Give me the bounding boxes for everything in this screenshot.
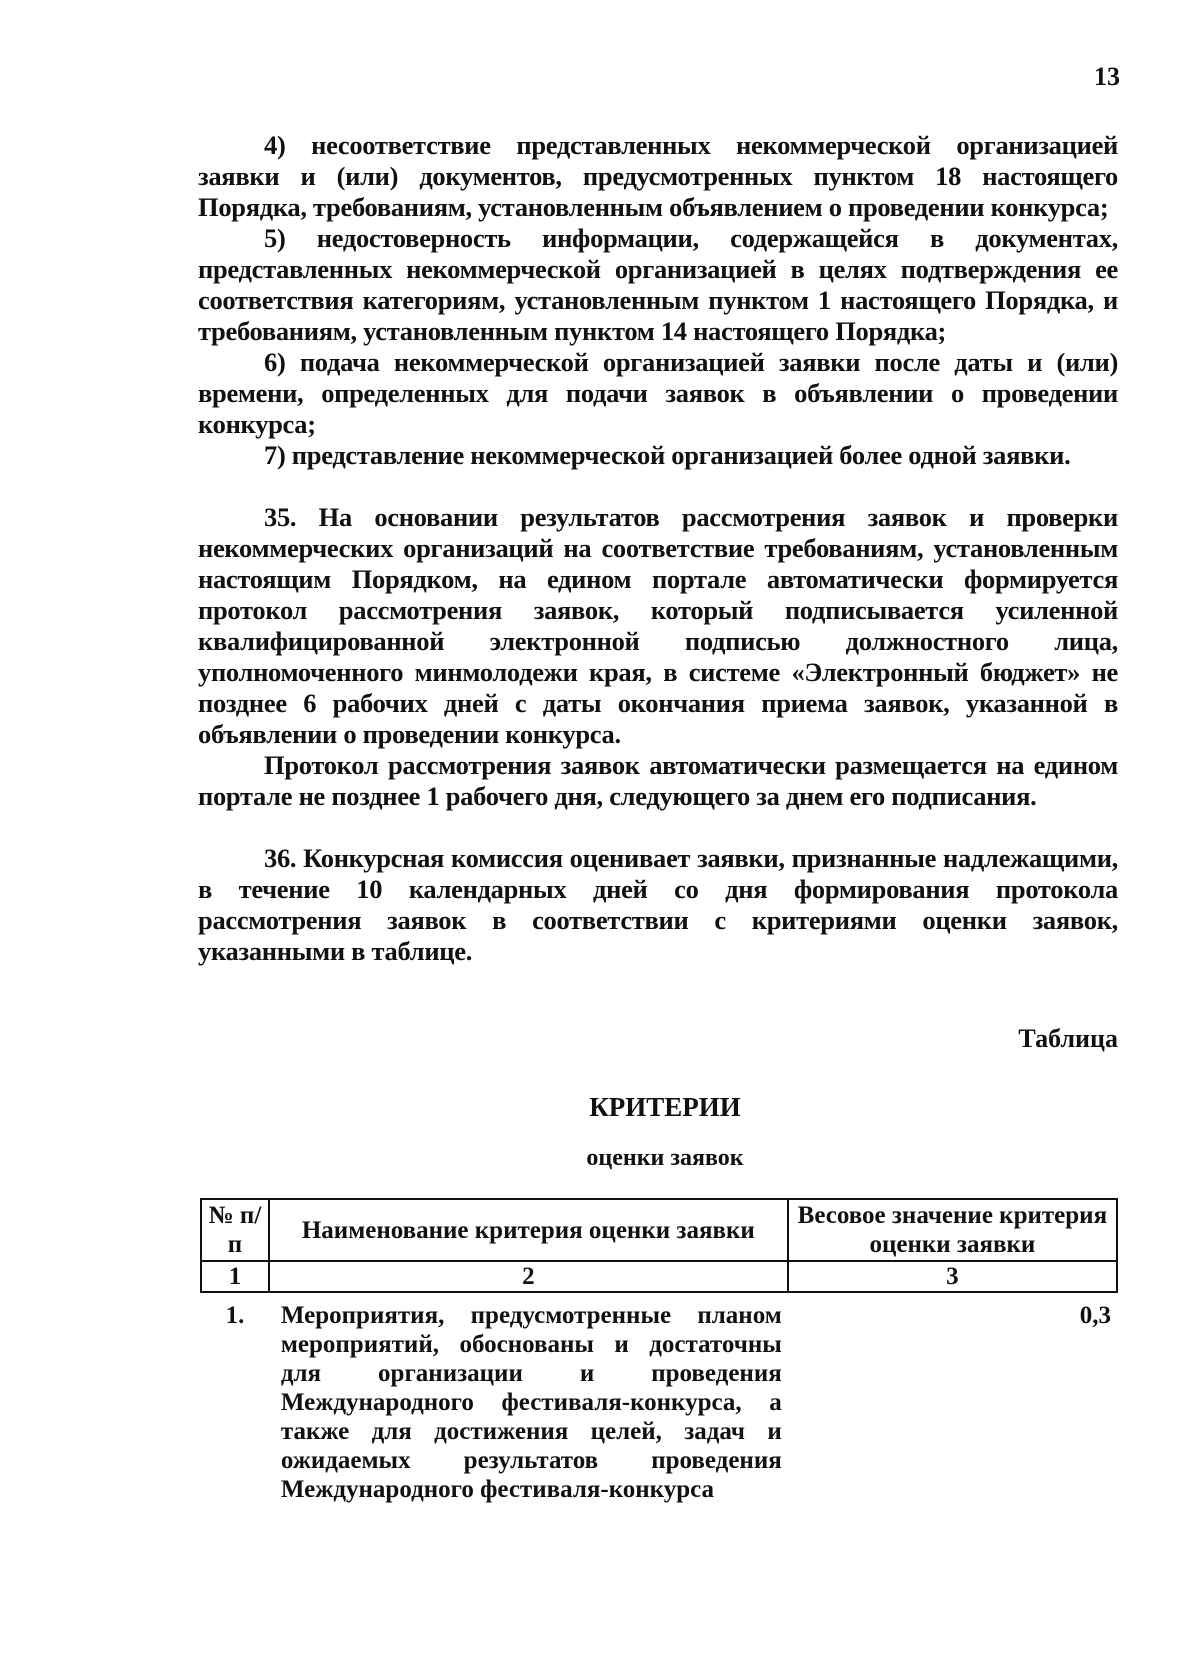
header-col-number-2: 2 <box>269 1261 788 1292</box>
table-row <box>201 1292 1117 1504</box>
page-number: 13 <box>1094 62 1120 91</box>
table-header-numbers-row <box>201 1261 1117 1292</box>
paragraph-item-5: 5) недостоверность информации, содержащейся в документах, представленных некоммерческой организацией в целях подтверждения ее соответствия категориям, установленным пунктом 1 настоящего Порядка, и требованиям, установленным пунктом 14 настоящего Порядка; <box>198 223 1118 346</box>
criteria-table <box>200 1198 1118 1504</box>
criteria-title: КРИТЕРИИ <box>589 1092 741 1122</box>
criteria-subtitle: оценки заявок <box>586 1145 744 1171</box>
row-criterion-name: Мероприятия, предусмотренные планом мероприятий, обоснованы и достаточны для организации и проведения Международного фестиваля-конкурса, а также для достижения целей, задач и ожидаемых результатов проведения Международного фестиваля-конкурса <box>280 1302 782 1503</box>
header-criterion-name: Наименование критерия оценки заявки <box>269 1199 788 1261</box>
table-label: Таблица <box>1018 1024 1118 1053</box>
header-weight: Весовое значение критерия оценки заявки <box>788 1199 1117 1261</box>
table-header-row <box>201 1199 1117 1261</box>
paragraph-item-6: 6) подача некоммерческой организацией заявки после даты и (или) времени, определенных для подачи заявок в объявлении о проведении конкурса; <box>198 347 1118 439</box>
header-number: № п/п <box>201 1199 269 1261</box>
paragraph-36: 36. Конкурсная комиссия оценивает заявки, признанные надлежащими, в течение 10 календарных дней со дня формирования протокола рассмотрения заявок в соответствии с критериями оценки заявок, указанными в таблице. <box>198 843 1118 966</box>
paragraph-35: 35. На основании результатов рассмотрения заявок и проверки некоммерческих организаций на соответствие требованиям, установленным настоящим Порядком, на едином портале автоматически формируется протокол рассмотрения заявок, который подписывается усиленной квалифицированной электронной подписью должностного лица, уполномоченного минмолодежи края, в системе «Электронный бюджет» не позднее 6 рабочих дней с даты окончания приема заявок, указанной в объявлении о проведении конкурса. <box>198 502 1118 749</box>
paragraph-35-protocol: Протокол рассмотрения заявок автоматически размещается на едином портале не позднее 1 рабочего дня, следующего за днем его подписания. <box>198 750 1118 811</box>
document-body <box>198 130 1118 967</box>
paragraph-item-4: 4) несоответствие представленных некоммерческой организацией заявки и (или) документов, предусмотренных пунктом 18 настоящего Порядка, требованиям, установленным объявлением о проведении конкурса; <box>198 130 1118 222</box>
paragraph-item-7: 7) представление некоммерческой организацией более одной заявки. <box>264 440 1071 470</box>
header-col-number-1: 1 <box>201 1261 269 1292</box>
row-number: 1. <box>225 1302 245 1329</box>
row-weight: 0,3 <box>1079 1302 1111 1329</box>
header-col-number-3: 3 <box>788 1261 1117 1292</box>
